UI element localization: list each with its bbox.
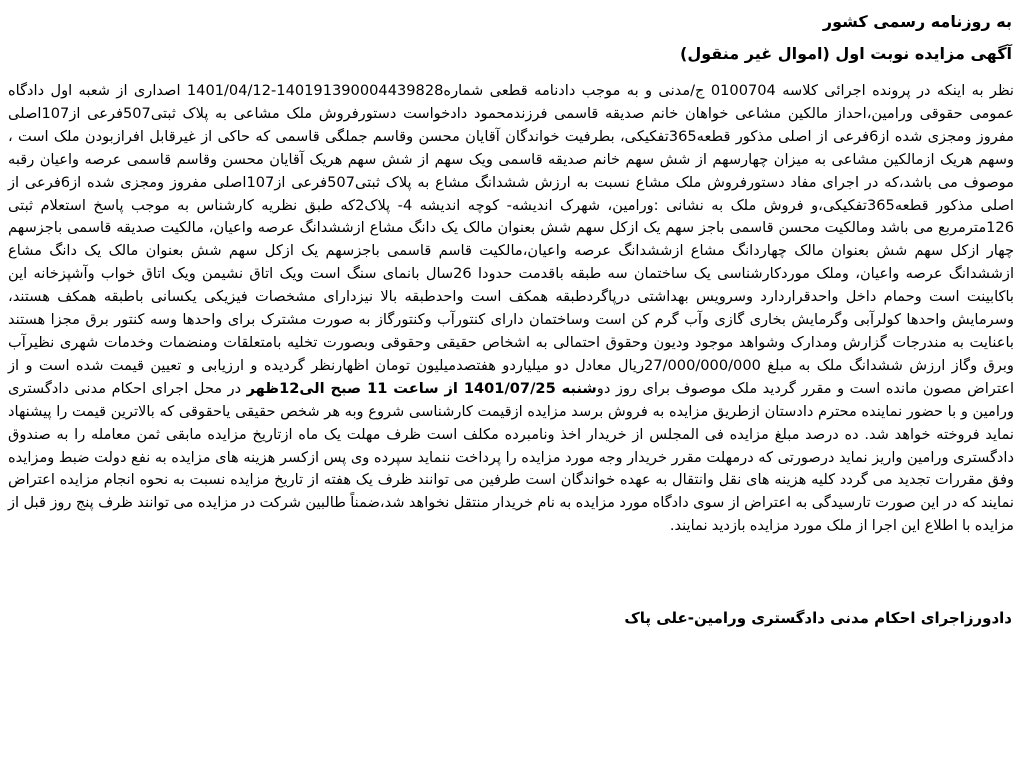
signature-line: دادورزاجرای احکام مدنی دادگستری ورامین-علی پاک (624, 609, 1012, 627)
notice-body-part-2: در محل اجرای احکام مدنی دادگستری ورامین و با حضور نماینده محترم دادستان ازطریق مزایده به فروش برسد مزایده ازقیمت کارشناسی شروع وبه هر شخص حقیقی یاحقوقی که بالاترین قیمت را پیشنهاد نماید فروخته خواهد شد. ده درصد مبلغ مزایده فی المجلس از خریدار اخذ ونامبرده مکلف است ظرف مهلت یک ماه ازتاریخ مزایده مابقی ثمن معامله را به صندوق دادگستری ورامین واریز نماید درصورتی که درمهلت مقرر خریدار وجه مورد مزایده را پرداخت ننماید سپرده وی پس ازکسر هزینه های مزایده به نفع دولت ضبط ومزایده وفق مقررات تجدید می گردد کلیه هزینه های نقل وانتقال به عهده خواندگان است طرفین می توانند ظرف یک هفته از تاریخ مزایده نسبت به نحوه انجام مزایده اعتراض نمایند که در این صورت تارسیدگی به اعتراض از سوی دادگاه مورد مزایده به نام خریدار منتقل نخواهد شد،ضمناً طالبین شرکت در مزایده می توانند ظرف پنج روز قبل از مزایده با اطلاع این اجرا از ملک مورد مزایده بازدید نمایند. (8, 379, 1014, 535)
notice-page (6, 4, 1018, 760)
auction-date-time: شنبه 1401/07/25 از ساعت 11 صبح الی12ظهر (246, 379, 597, 397)
notice-title: آگهی مزایده نوبت اول (اموال غیر منقول) (680, 44, 1012, 63)
newspaper-heading: به روزنامه رسمی کشور (822, 12, 1012, 31)
notice-body-part-1: نظر به اینکه در پرونده اجرائی کلاسه 0100704 ج/مدنی و به موجب دادنامه قطعی شماره140191390004439828-1401/04/12 اصداری از شعبه اول دادگاه عمومی حقوقی ورامین،احداز مالکین مشاعی خواهان خانم صدیقه قاسمی فرزندمحمود دادخواست دستورفروش ملک مشاعی به پلاک ثبتی507فرعی از107اصلی مفروز ومجزی شده از6فرعی از اصلی مذکور قطعه365تفکیکی، بطرفیت خواندگان آقایان محسن وقاسم جملگی قاسمی که حاکی از غیرقابل افرازبودن ملک است ، وسهم هریک ازمالکین مشاعی به میزان چهارسهم از شش سهم خانم صدیقه قاسمی ویک سهم از شش سهم هریک آقایان محسن وقاسم قاسمی عرصه واعیان رقبه موصوف می باشد،که در اجرای مفاد دستورفروش ملک مشاع نسبت به ارزش ششدانگ مشاع به پلاک ثبتی507فرعی از107اصلی مفروز ومجزی شده از6فرعی از اصلی مذکور قطعه365تفکیکی،و فروش ملک به نشانی :ورامین، شهرک اندیشه- کوچه اندیشه 4- پلاک2که طبق نظریه کارشناس به موجب پاسخ استعلام ثبتی 126مترمربع می باشد ومالکیت محسن قاسمی باجز سهم یک ازکل سهم شش بعنوان مالک یک دانگ مشاع ازششدانگ عرصه واعیان، مالکیت صدیقه قاسمی باجزسهم چهار ازکل سهم شش بعنوان مالک چهاردانگ مشاع ازششدانگ عرصه واعیان،مالکیت قاسم قاسمی باجزسهم یک ازکل سهم شش بعنوان مالک یک دانگ مشاع ازششدانگ عرصه واعیان، وملک موردکارشناسی یک ساختمان سه طبقه باقدمت حدودا 26سال بانمای سنگ است ویک اتاق نشیمن ویک اتاق خواب وآشپزخانه این باکابینت است وحمام داخل واحدقراردارد وسرویس بهداشتی درپاگردطبقه همکف است واحدطبقه بالا نیزدارای مشخصات فیزیکی یکسانی باطبقه همکف هستند، وسرمایش واحدها کولرآبی وگرمایش بخاری گازی وآب گرم کن است وساختمان دارای کنتورآب وکنتورگاز به صورت مشترک برای واحدها وسه کنتور برق مجزا هستند باعنایت به مندرجات گزارش ومدارک وشواهد موجود ودیون وحقوق احتمالی به اشخاص حقیقی وحقوقی وبصورت تخلیه بامتعلقات ومنضمات وخدمات شهری نظیرآب وبرق وگاز ارزش ششدانگ ملک به مبلغ 27/000/000/000ریال معادل دو میلیاردو هفتصدمیلیون تومان اظهارنظر گردیده و ارزیابی و تعیین قیمت شده است و از اعتراض مصون مانده است و مقرر گردید ملک موصوف برای روز دو (8, 82, 1015, 397)
notice-body (8, 80, 1014, 538)
